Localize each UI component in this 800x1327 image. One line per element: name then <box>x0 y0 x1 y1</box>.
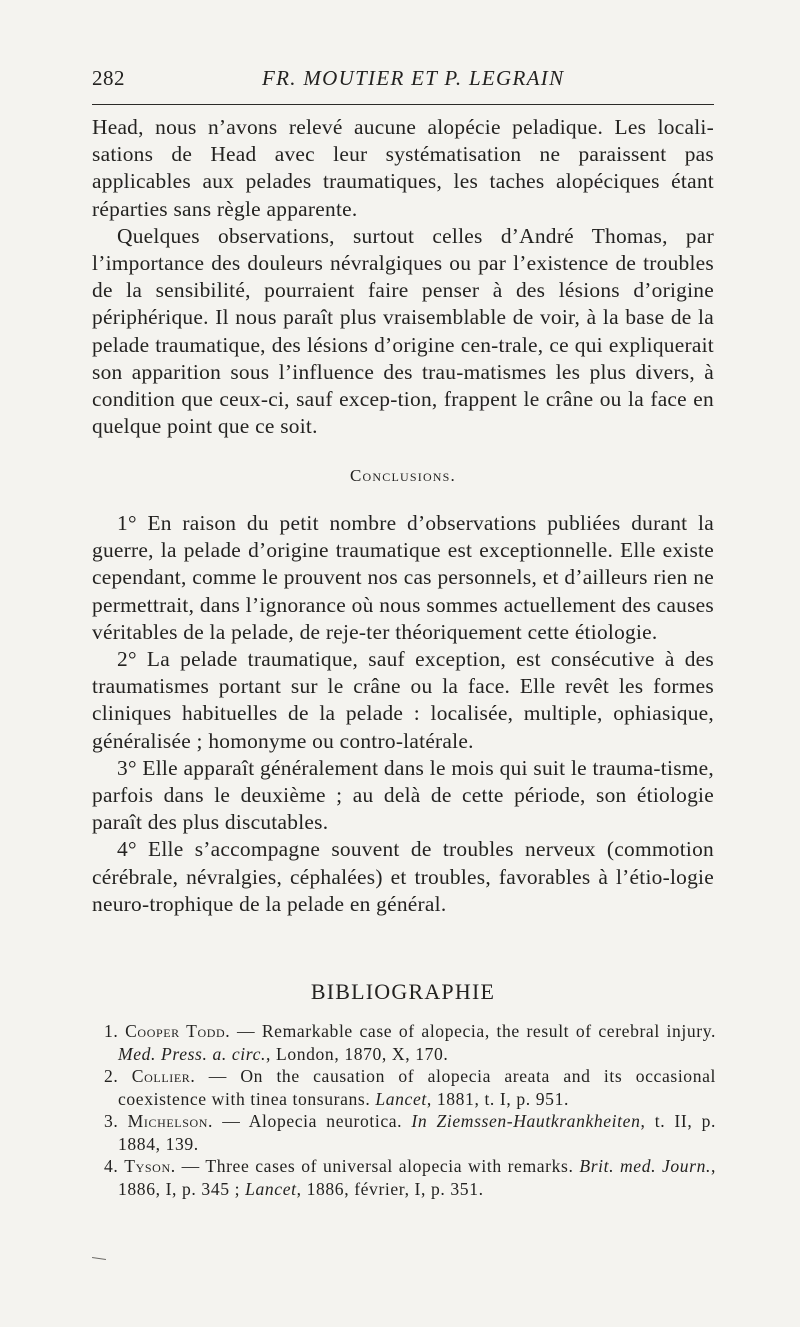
ref-journal: In Ziemssen-Hautkrankheiten <box>411 1111 641 1131</box>
bibliography-list <box>104 1020 716 1200</box>
conclusion-item: 2° La pelade traumatique, sauf exception, est consécutive à des traumatismes portant sur le crâne ou la face. Elle revêt les formes cliniques habituelles de la pelade : localisée, multiple, ophiasique, généralisée ; homonyme ou contro-latérale. <box>92 647 714 753</box>
ref-separator: — <box>213 1111 249 1131</box>
ref-details-2: , 1886, février, I, p. 351. <box>296 1178 484 1199</box>
paragraph-2: Quelques observations, surtout celles d’André Thomas, par l’importance des douleurs névralgiques ou par l’existence de troubles de la sensibilité, pourraient faire penser à des lésions d’origine périphérique. Il nous paraît plus vraisemblable de voir, à la base de la pelade traumatique, des lésions d’origine cen-trale, ce qui expliquerait son apparition sous l’influence des trau-matismes les plus divers, à condition que ceux-ci, sauf excep-tion, frappent le crâne ou la face en quelque point que ce soit. <box>92 223 714 439</box>
ref-title: Remarkable case of alopecia, the result of cerebral injury. <box>261 1021 716 1041</box>
ref-details: , London, 1870, X, 170. <box>266 1043 449 1064</box>
ref-journal-2: Lancet <box>245 1178 297 1199</box>
ref-author: Michelson. <box>127 1111 214 1131</box>
bibliography-entry <box>104 1065 716 1110</box>
ref-details: , 1886, I, p. 345 ; <box>118 1156 717 1199</box>
running-title: FR. MOUTIER ET P. LEGRAIN <box>262 66 565 90</box>
header-rule <box>92 104 714 105</box>
body-text <box>92 114 714 440</box>
bibliography-entry <box>104 1155 716 1200</box>
ref-author: Cooper Todd. <box>125 1021 231 1041</box>
ref-title: Three cases of universal alopecia with remarks. <box>205 1156 580 1176</box>
ref-separator: — <box>195 1066 241 1086</box>
ref-journal: Med. Press. a. circ. <box>118 1043 266 1064</box>
conclusions-heading: Conclusions. <box>350 466 456 485</box>
ref-number: 4. <box>104 1156 119 1176</box>
ref-number: 3. <box>104 1111 119 1131</box>
running-head <box>92 66 714 96</box>
ref-title: Alopecia neurotica. <box>248 1111 412 1131</box>
ref-title: On the causation of alopecia areata and its occasional coexistence with tinea tonsurans. <box>118 1066 716 1109</box>
ref-separator: — <box>230 1021 262 1041</box>
conclusion-item: 3° Elle apparaît généralement dans le mois qui suit le trauma-tisme, parfois dans le deuxième ; au delà de cette période, son étiologie paraît des plus discutables. <box>92 755 714 835</box>
page-number: 282 <box>92 66 125 90</box>
ref-details: , 1881, t. I, p. 951. <box>426 1088 569 1109</box>
ref-author: Tyson. <box>124 1156 176 1176</box>
paragraph-1: Head, nous n’avons relevé aucune alopécie peladique. Les locali-sations de Head avec leur systématisation ne paraissent pas applicables aux pelades traumatiques, les taches alopéciques étant réparties sans règle apparente. <box>92 115 714 221</box>
bibliography-heading: BIBLIOGRAPHIE <box>310 979 496 1004</box>
ref-details: , t. II, p. 1884, 139. <box>118 1111 716 1154</box>
conclusion-item: 4° Elle s’accompagne souvent de troubles nerveux (commotion cérébrale, névralgies, céphalées) et troubles, favorables à l’étio-logie neuro-trophique de la pelade en général. <box>92 837 714 916</box>
bibliography-entry <box>104 1020 716 1065</box>
ref-journal: Brit. med. Journ. <box>579 1156 712 1176</box>
ref-separator: — <box>175 1156 206 1176</box>
conclusion-item: 1° En raison du petit nombre d’observations publiées durant la guerre, la pelade d’origine traumatique est exceptionnelle. Elle existe cependant, comme le prouvent nos cas personnels, et d’ailleurs rien ne permettrait, dans l’ignorance où nous sommes actuellement des causes véritables de la pelade, de reje-ter théoriquement cette étiologie. <box>92 511 714 644</box>
ref-journal: Lancet <box>375 1088 427 1109</box>
ref-author: Collier. <box>131 1066 196 1086</box>
conclusions-list <box>92 510 714 918</box>
ref-number: 2. <box>104 1066 119 1086</box>
ref-number: 1. <box>104 1021 119 1041</box>
bibliography-entry <box>104 1110 716 1155</box>
margin-mark <box>92 1257 106 1260</box>
